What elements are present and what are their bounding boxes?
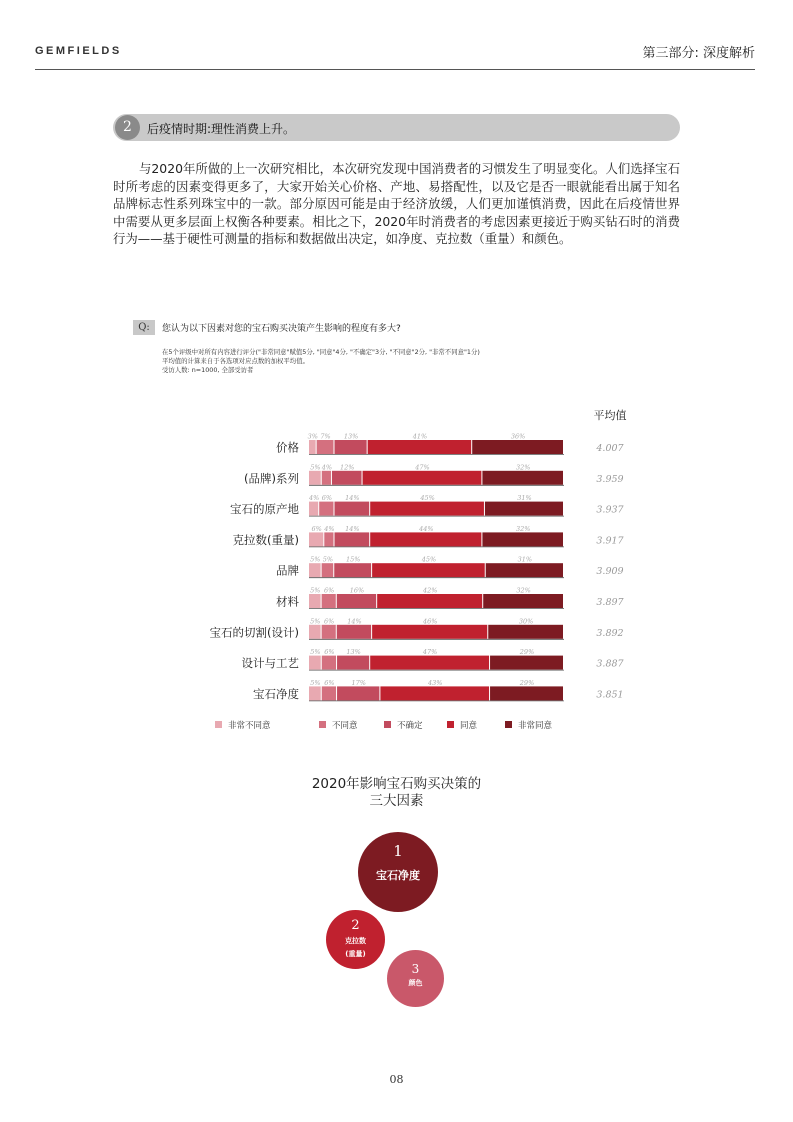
bar-segment (337, 594, 376, 608)
data-label: 31% (517, 494, 532, 503)
data-label: 45% (421, 555, 437, 564)
average-value: 3.937 (596, 504, 624, 516)
data-label: 16% (349, 586, 365, 595)
data-label: 5% (310, 678, 321, 687)
data-label: 41% (412, 432, 428, 441)
bar-segment (309, 656, 321, 670)
data-label: 13% (343, 432, 359, 441)
data-label: 14% (347, 617, 362, 626)
bar-segment (337, 686, 379, 700)
legend-item (215, 719, 271, 731)
bar-segment (370, 532, 481, 546)
bar-segment (337, 625, 371, 639)
legend-label: 不确定 (397, 721, 423, 731)
category-label: 宝石的原产地 (230, 502, 299, 517)
bar-segment (317, 440, 334, 454)
bar-segment (309, 594, 321, 608)
data-label: 5% (310, 648, 321, 657)
data-label: 6% (321, 494, 333, 503)
data-label: 4% (321, 463, 333, 472)
data-label: 46% (422, 617, 438, 626)
bar-segment (335, 532, 370, 546)
category-label: 材料 (276, 594, 299, 609)
average-value: 3.851 (596, 689, 624, 701)
bar-segment (486, 563, 563, 577)
top3-rank-1: 1 (393, 842, 403, 860)
average-value: 3.909 (596, 566, 624, 578)
bar-segment (335, 440, 367, 454)
legend-label: 同意 (460, 721, 478, 731)
bar-segment (309, 502, 318, 516)
data-label: 12% (340, 463, 355, 472)
category-label: 宝石净度 (253, 686, 299, 701)
top3-label-2: 克拉数 (重量) (345, 937, 366, 958)
data-label: 43% (427, 678, 443, 687)
data-label: 5% (310, 617, 321, 626)
banner-title: 后疫情时期:理性消费上升。 (147, 122, 296, 136)
bar-segment (334, 563, 371, 577)
bar-segment (309, 471, 321, 485)
top3-bubble-3 (387, 950, 444, 1007)
bar-segment (322, 471, 331, 485)
bar-segment (322, 686, 336, 700)
bar-segment (309, 563, 321, 577)
legend-label: 非常不同意 (228, 721, 271, 731)
page-number: 08 (389, 1073, 404, 1086)
bar-segment (372, 625, 487, 639)
data-label: 32% (515, 524, 531, 533)
data-label: 17% (351, 678, 366, 687)
bar-segment (322, 656, 336, 670)
category-label: 设计与工艺 (241, 656, 299, 671)
data-label: 29% (519, 678, 535, 687)
category-label: 价格 (276, 440, 299, 455)
bar-segment (309, 686, 321, 700)
data-label: 32% (515, 463, 531, 472)
data-label: 5% (310, 463, 321, 472)
bar-segment (309, 625, 321, 639)
bar-segment (324, 532, 333, 546)
bar-segment (482, 471, 563, 485)
data-label: 6% (324, 648, 335, 657)
data-label: 7% (320, 432, 331, 441)
legend-label: 不同意 (332, 721, 358, 731)
bar-segment (490, 656, 563, 670)
legend-item (505, 719, 552, 731)
data-label: 15% (345, 555, 361, 564)
bar-segment (370, 656, 489, 670)
bar-segment (322, 625, 336, 639)
data-label: 36% (510, 432, 526, 441)
bar-segment (490, 686, 563, 700)
data-label: 6% (324, 678, 335, 687)
data-label: 3% (307, 432, 318, 441)
average-value: 3.959 (596, 473, 624, 485)
question-label: Q: (133, 320, 155, 335)
average-value: 3.892 (596, 627, 624, 639)
bar-segment (337, 656, 369, 670)
bar-segment (485, 502, 563, 516)
data-label: 31% (517, 555, 533, 564)
legend-swatch (384, 721, 391, 728)
bar-segment (319, 502, 333, 516)
data-label: 4% (324, 524, 335, 533)
legend-item (384, 719, 423, 731)
top3-label-3: 颜色 (408, 979, 423, 987)
average-value: 3.887 (596, 658, 624, 670)
data-label: 32% (516, 586, 531, 595)
category-label: (品牌)系列 (244, 471, 299, 486)
category-label: 克拉数(重量) (232, 532, 299, 547)
bar-segment (483, 594, 563, 608)
data-label: 13% (346, 648, 361, 657)
bar-segment (377, 594, 482, 608)
bar-segment (309, 532, 323, 546)
top3-rank-3: 3 (411, 962, 420, 976)
data-label: 6% (324, 586, 335, 595)
bar-segment (380, 686, 489, 700)
question-text: 您认为以下因素对您的宝石购买决策产生影响的程度有多大? (162, 324, 401, 334)
legend-swatch (215, 721, 222, 728)
bar-segment (488, 625, 563, 639)
legend-swatch (505, 721, 512, 728)
data-label: 30% (518, 617, 534, 626)
average-value: 3.897 (596, 597, 624, 608)
bar-segment (370, 502, 484, 516)
average-value: 4.007 (596, 443, 624, 454)
bar-segment (309, 440, 316, 454)
top3-bubble-2 (326, 910, 385, 969)
bar-segment (322, 594, 336, 608)
data-label: 6% (324, 617, 335, 626)
question-note: 在5个评级中对所有内容进行评分("非常同意"赋值5分, "同意"4分, "不确定"3分, "不同意"2分, "非常不同意"1分) 平均值的计算来自于各选项对应点数的加权平均值。 受访人数: n=1000, 全部受访者 (162, 348, 480, 374)
data-label: 44% (419, 524, 434, 533)
bar-segment (322, 563, 334, 577)
data-label: 5% (310, 586, 321, 595)
top3-label-1: 宝石净度 (376, 869, 420, 882)
legend-swatch (319, 721, 326, 728)
data-label: 29% (519, 648, 535, 657)
bar-segment (372, 563, 485, 577)
bar-segment (335, 502, 370, 516)
data-label: 14% (345, 524, 360, 533)
legend-swatch (447, 721, 454, 728)
section-banner (113, 114, 680, 141)
category-label: 品牌 (276, 563, 299, 578)
data-label: 6% (311, 524, 322, 533)
chart-legend (0, 719, 793, 733)
data-label: 47% (422, 648, 438, 657)
bar-segment (332, 471, 362, 485)
data-label: 4% (308, 494, 320, 503)
avg-header: 平均值 (593, 409, 627, 422)
top3-title: 2020年影响宝石购买决策的 三大因素 (311, 776, 482, 809)
average-value: 3.917 (596, 535, 624, 547)
banner-number: 2 (115, 115, 140, 140)
bar-segment (368, 440, 472, 454)
legend-label: 非常同意 (518, 721, 553, 731)
bar-segment (482, 532, 563, 546)
header-divider (35, 69, 755, 70)
category-label: 宝石的切割(设计) (209, 625, 299, 640)
data-label: 42% (422, 586, 438, 595)
brand-logo: GEMFIELDS (35, 45, 122, 57)
data-label: 45% (420, 494, 435, 503)
top3-rank-2: 2 (351, 918, 360, 933)
legend-item (447, 719, 477, 731)
data-label: 5% (310, 555, 321, 564)
top3-bubble-1 (358, 832, 438, 912)
section-title: 第三部分: 深度解析 (642, 46, 755, 61)
bar-segment (363, 471, 482, 485)
stacked-bar-chart (0, 400, 793, 710)
bar-segment (472, 440, 563, 454)
data-label: 5% (322, 555, 334, 564)
body-paragraph: 与2020年所做的上一次研究相比，本次研究发现中国消费者的习惯发生了明显变化。人们选择宝石时所考虑的因素变得更多了，大家开始关心价格、产地、易搭配性，以及它是否一眼就能看出属于知名品牌标志性系列珠宝中的一款。部分原因可能是由于经济放缓，人们更加谨慎消费，因此在后疫情世界中需要从更多层面上权衡各种要素。相比之下，2020年时消费者的考虑因素更接近于购买钻石时的消费行为——基于硬性可测量的指标和数据做出决定，如净度、克拉数（重量）和颜色。 (113, 161, 680, 247)
legend-item (319, 719, 358, 731)
data-label: 14% (345, 494, 360, 503)
data-label: 47% (415, 463, 430, 472)
